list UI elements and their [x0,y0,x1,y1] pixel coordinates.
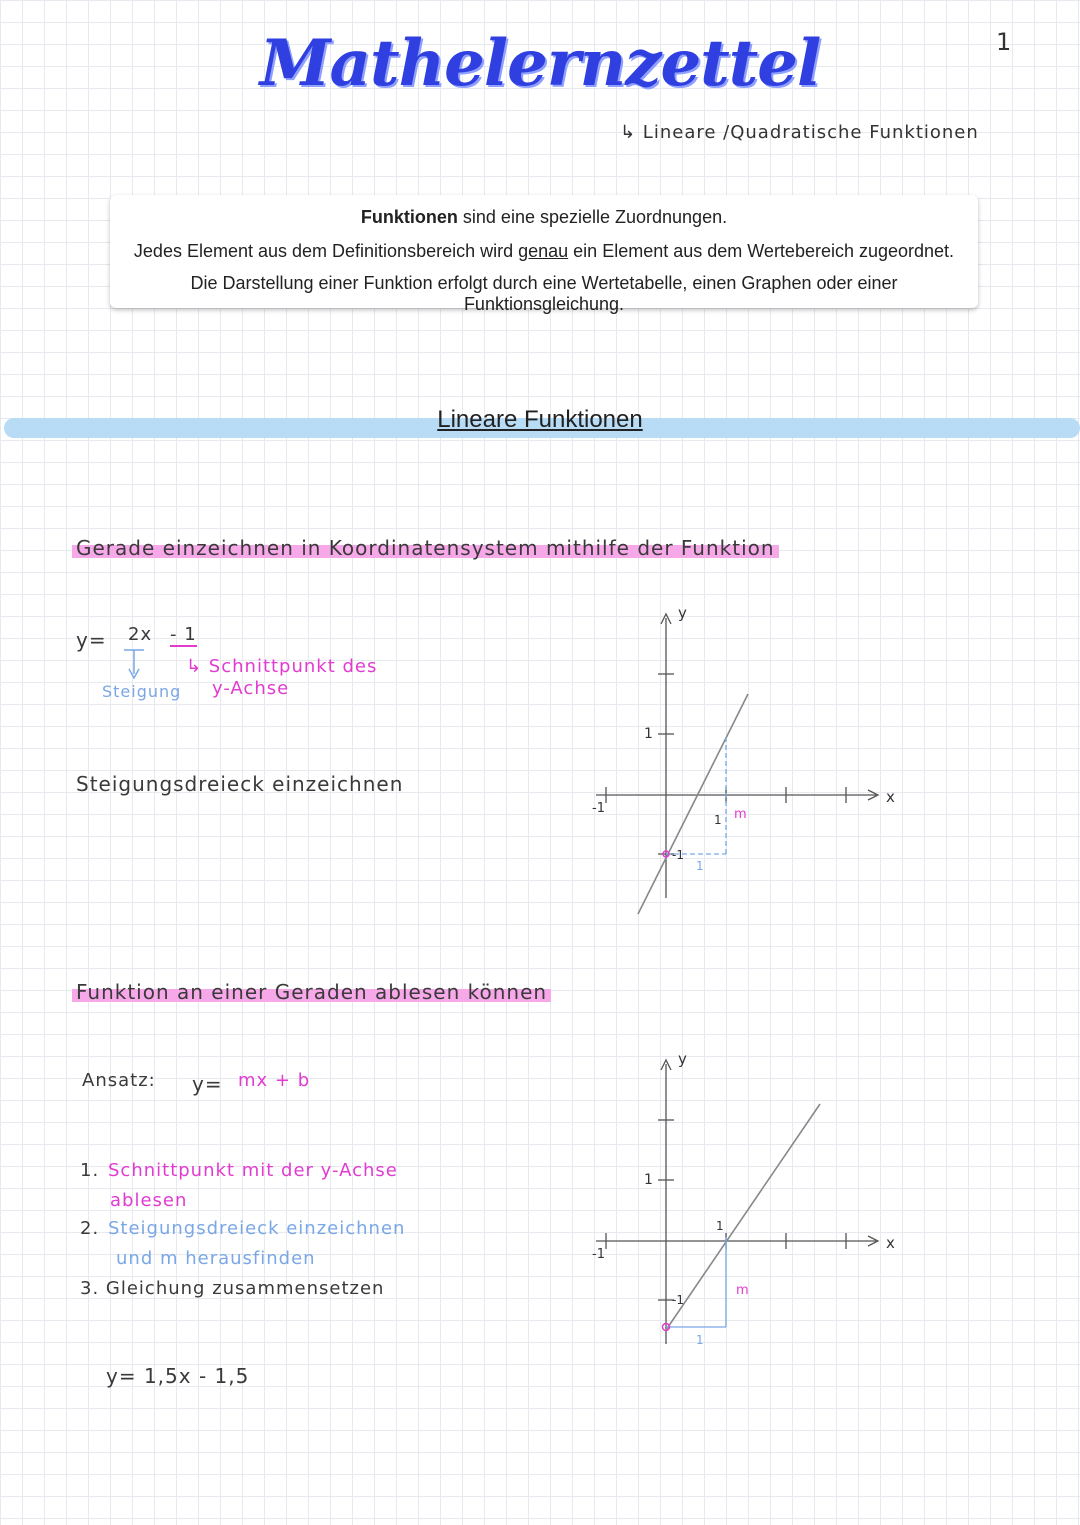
graph-2-intercept-label: -1 [672,1293,684,1307]
graph-2 [586,1044,916,1354]
part1-heading: Gerade einzeichnen in Koordinatensystem mithilfe der Funktion [72,536,779,560]
slope-arrow [120,648,150,684]
graph-1-y-label: y [678,604,687,622]
result-equation: y= 1,5x - 1,5 [106,1364,250,1388]
graph-1-tick-y1: 1 [644,726,653,742]
graph-1-axes [596,614,878,898]
graph-1-line [638,694,748,914]
ansatz-y: y= [192,1072,223,1096]
step3-text: 3. Gleichung zusammensetzen [80,1278,385,1299]
graph-1-tick-xm1: -1 [592,801,605,816]
definition-line-1: Funktionen sind eine spezielle Zuordnungen. [360,207,728,227]
step2-number: 2. [80,1218,100,1239]
definition-term: Funktionen [360,207,458,227]
part2-heading: Funktion an einer Geraden ablesen können [72,980,551,1004]
step1-text-cont: ablesen [110,1190,188,1211]
graph-2-m-label: m [736,1283,749,1298]
definition-emphasis: genau [518,241,569,261]
intercept-label-line2: y-Achse [212,678,290,699]
part1-equation-y: y= [76,628,107,652]
step2-text: Steigungsdreieck einzeichnen [108,1218,406,1239]
graph-2-tick-xm1: -1 [592,1247,605,1262]
definition-box [110,195,978,314]
part1-equation-mx: 2x [128,624,153,645]
step1-text: Schnittpunkt mit der y-Achse [108,1160,398,1181]
page-title: Mathelernzettel [259,26,821,101]
graph-2-axes [596,1060,878,1344]
part1-equation-b: - 1 [170,624,197,645]
slope-label: Steigung [102,682,182,701]
section-title: Lineare Funktionen [437,406,643,433]
graph-2-run-label: 1 [696,1333,704,1347]
graph-2-tick-y1: 1 [644,1172,653,1188]
graph-1-rise-label: 1 [714,813,722,827]
graph-1 [586,598,906,928]
definition-line-2: Jedes Element aus dem Definitionsbereich wird genau ein Element aus dem Wertebereich zugeordnet. [133,241,955,261]
step1-number: 1. [80,1160,100,1181]
ansatz-formula: mx + b [238,1070,311,1091]
graph-1-intercept-label: -1 [672,848,684,862]
slope-triangle-instruction: Steigungsdreieck einzeichnen [76,772,404,796]
graph-1-x-label: x [886,788,895,806]
graph-2-y-label: y [678,1050,687,1068]
graph-2-x-label: x [886,1234,895,1252]
definition-line-3: Die Darstellung einer Funktion erfolgt durch eine Wertetabelle, einen Graphen oder einer Funktionsgleichung. [190,273,898,314]
graph-1-m-label: m [734,807,747,822]
ansatz-label: Ansatz: [82,1070,156,1091]
graph-1-run-label: 1 [696,859,704,873]
intercept-label-line1: ↳ Schnittpunkt des [186,656,378,677]
step2-text-cont: und m herausfinden [116,1248,316,1269]
page-number: 1 [996,28,1012,56]
page-subtitle: ↳ Lineare /Quadratische Funktionen [620,122,979,143]
graph-2-rise-label: 1 [716,1219,724,1233]
